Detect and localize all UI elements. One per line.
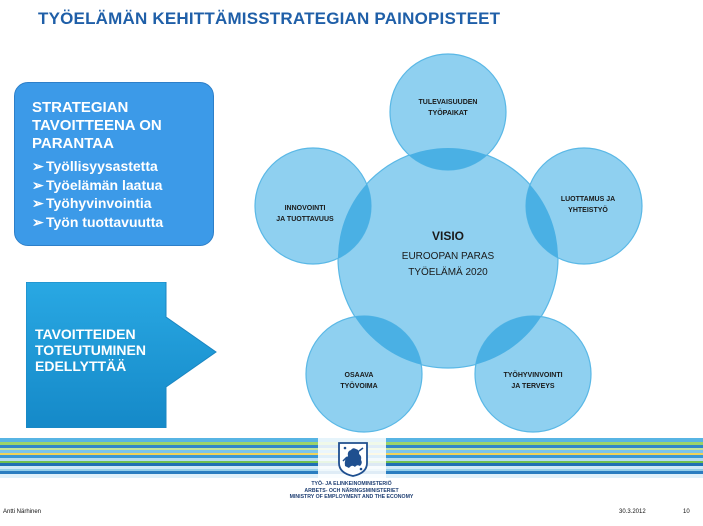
goal-item [32, 176, 203, 195]
center-title: VISIO [431, 229, 465, 243]
slide-title: TYÖELÄMÄN KEHITTÄMISSTRATEGIAN PAINOPISTEET [38, 9, 501, 28]
center-line1: EUROOPAN PARAS [401, 251, 495, 262]
goal-item-label: Työhyvinvointia [46, 195, 152, 211]
footer-author: Antti Närhinen [3, 509, 42, 515]
satellite-label-line2: TYÖPAIKAT [428, 110, 468, 117]
ministry-line: ARBETS- OCH NÄRINGSMINISTERIET [304, 487, 399, 494]
footer-page-number: 10 [683, 509, 690, 515]
goal-item [32, 213, 203, 232]
goal-item [32, 194, 203, 213]
strategy-goal-box [14, 82, 214, 246]
ministry-name [0, 481, 703, 501]
bullet-arrow-icon: ➢ [32, 158, 44, 174]
satellite-label-line1: TULEVAISUUDEN [418, 99, 478, 106]
bullet-arrow-icon: ➢ [32, 195, 44, 211]
satellite-label-line1: TYÖHYVINVOINTI [503, 372, 563, 379]
finnish-lion-crest-icon [336, 441, 370, 477]
goal-item-label: Työllisyysastetta [46, 158, 158, 174]
ministry-line: MINISTRY OF EMPLOYMENT AND THE ECONOMY [289, 494, 414, 501]
goal-heading: STRATEGIAN TAVOITTEENA ON PARANTAA [32, 99, 162, 152]
vision-circle-diagram [240, 50, 660, 435]
requirement-text: TAVOITTEIDEN TOTEUTUMINEN EDELLYTTÄÄ [35, 326, 146, 374]
bullet-arrow-icon: ➢ [32, 176, 44, 193]
satellite-label-line1: OSAAVA [344, 372, 374, 379]
ministry-line: TYÖ- JA ELINKEINOMINISTERIÖ [311, 481, 392, 487]
satellite-label-line2: YHTEISTYÖ [568, 207, 608, 214]
satellite-label-line2: TYÖVOIMA [340, 383, 378, 390]
satellite-label-line2: JA TUOTTAVUUS [276, 216, 334, 223]
satellite-label-line1: LUOTTAMUS JA [560, 196, 616, 203]
satellite-label-line1: INNOVOINTI [284, 205, 326, 212]
goal-item-label: Työelämän laatua [46, 176, 163, 193]
bullet-arrow-icon: ➢ [32, 213, 44, 230]
goal-item-label: Työn tuottavuutta [46, 213, 164, 230]
footer-date: 30.3.2012 [619, 509, 646, 515]
goal-item [32, 157, 203, 176]
satellite-label-line2: JA TERVEYS [511, 383, 555, 390]
center-line2: TYÖELÄMÄ 2020 [408, 267, 488, 278]
